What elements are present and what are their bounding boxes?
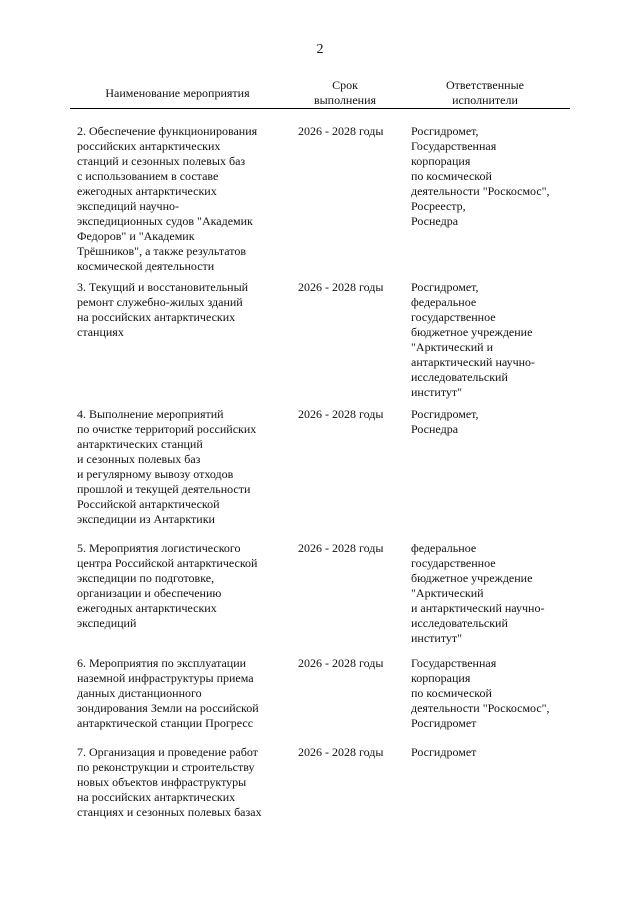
header-name <box>70 86 285 101</box>
event-name-line: 7. Организация и проведение работ <box>77 745 258 759</box>
header-responsible-line: исполнители <box>452 93 518 107</box>
event-name-line: антарктических станций <box>77 437 203 451</box>
event-name-line: прошлой и текущей деятельности <box>77 482 251 496</box>
event-responsible <box>411 656 571 731</box>
table-header <box>70 78 570 109</box>
event-name-line: организации и обеспечению <box>77 586 222 600</box>
event-responsible-line: институт" <box>411 385 463 399</box>
event-name-line: станциях <box>77 325 124 339</box>
event-responsible-line: и антарктический научно- <box>411 601 545 615</box>
event-term <box>298 124 398 139</box>
event-responsible-line: бюджетное учреждение <box>411 571 533 585</box>
event-term <box>298 407 398 422</box>
event-responsible-line: Росгидромет, <box>411 124 479 138</box>
event-term-line: 2026 - 2028 годы <box>298 541 384 555</box>
event-name-line: Российской антарктической <box>77 497 220 511</box>
event-name-line: наземной инфраструктуры приема <box>77 671 254 685</box>
event-responsible-line: исследовательский <box>411 370 508 384</box>
event-responsible-line: деятельности "Роскосмос", <box>411 184 550 198</box>
event-responsible-line: Росреестр, <box>411 199 466 213</box>
event-term <box>298 280 398 295</box>
event-responsible <box>411 745 571 760</box>
event-term <box>298 541 398 556</box>
event-responsible-line: корпорация <box>411 671 471 685</box>
event-name-line: с использованием в составе <box>77 169 219 183</box>
event-name-line: станциях и сезонных полевых базах <box>77 805 262 819</box>
event-name-line: 2. Обеспечение функционирования <box>77 124 258 138</box>
event-responsible-line: федеральное <box>411 541 477 555</box>
event-responsible-line: Государственная <box>411 656 497 670</box>
event-name-line: экспедиции из Антарктики <box>77 512 215 526</box>
event-responsible-line: корпорация <box>411 154 471 168</box>
event-responsible <box>411 541 571 646</box>
event-name-line: новых объектов инфраструктуры <box>77 775 247 789</box>
event-term-line: 2026 - 2028 годы <box>298 745 384 759</box>
event-responsible <box>411 280 571 400</box>
event-name-line: экспедиции по подготовке, <box>77 571 215 585</box>
event-responsible-line: федеральное <box>411 295 477 309</box>
event-term-line: 2026 - 2028 годы <box>298 656 384 670</box>
event-responsible-line: Росгидромет <box>411 745 477 759</box>
event-name-line: антарктической станции Прогресс <box>77 716 254 730</box>
event-name-line: ежегодных антарктических <box>77 601 217 615</box>
event-responsible-line: исследовательский <box>411 616 508 630</box>
event-term-line: 2026 - 2028 годы <box>298 280 384 294</box>
event-name-line: и сезонных полевых баз <box>77 452 201 466</box>
event-responsible-line: деятельности "Роскосмос", <box>411 701 550 715</box>
event-name-line: экспедиций <box>77 616 137 630</box>
header-term-line: выполнения <box>313 93 377 107</box>
event-responsible-line: Росгидромет, <box>411 407 479 421</box>
event-name <box>77 656 289 731</box>
event-responsible-line: государственное <box>411 310 496 324</box>
event-name <box>77 541 289 631</box>
event-name-line: на российских антарктических <box>77 790 236 804</box>
event-name <box>77 280 289 340</box>
header-term-line: Срок <box>332 78 358 92</box>
event-responsible-line: Роснедра <box>411 422 459 436</box>
event-name-line: 5. Мероприятия логистического <box>77 541 241 555</box>
event-responsible-line: Росгидромет <box>411 716 477 730</box>
event-responsible <box>411 407 571 437</box>
page-number: 2 <box>316 42 324 57</box>
event-responsible-line: антарктический научно- <box>411 355 536 369</box>
event-responsible <box>411 124 571 229</box>
event-responsible-line: Росгидромет, <box>411 280 479 294</box>
event-responsible-line: "Арктический <box>411 586 484 600</box>
event-responsible-line: бюджетное учреждение <box>411 325 533 339</box>
event-responsible-line: государственное <box>411 556 496 570</box>
event-name-line: на российских антарктических <box>77 310 236 324</box>
event-name-line: российских антарктических <box>77 139 221 153</box>
event-term <box>298 745 398 760</box>
event-name-line: ежегодных антарктических <box>77 184 217 198</box>
event-name-line: данных дистанционного <box>77 686 202 700</box>
event-term <box>298 656 398 671</box>
header-responsible-line: Ответственные <box>446 78 524 92</box>
event-name-line: зондирования Земли на российской <box>77 701 259 715</box>
event-responsible-line: "Арктический и <box>411 340 493 354</box>
header-responsible <box>405 78 565 108</box>
event-term-line: 2026 - 2028 годы <box>298 124 384 138</box>
event-name-line: Трёшников", а также результатов <box>77 244 246 258</box>
event-name-line: экспедиций научно- <box>77 199 179 213</box>
header-name-line: Наименование мероприятия <box>105 86 250 100</box>
event-name <box>77 124 289 274</box>
event-name-line: ремонт служебно-жилых зданий <box>77 295 243 309</box>
event-name <box>77 745 289 820</box>
event-responsible-line: Государственная <box>411 139 497 153</box>
event-name-line: станций и сезонных полевых баз <box>77 154 246 168</box>
event-name-line: Федоров" и "Академик <box>77 229 195 243</box>
event-name-line: и регулярному вывозу отходов <box>77 467 234 481</box>
event-name-line: космической деятельности <box>77 259 215 273</box>
event-name-line: 3. Текущий и восстановительный <box>77 280 249 294</box>
event-name-line: по реконструкции и строительству <box>77 760 255 774</box>
event-name-line: центра Российской антарктической <box>77 556 258 570</box>
event-responsible-line: по космической <box>411 686 492 700</box>
event-name <box>77 407 289 527</box>
event-term-line: 2026 - 2028 годы <box>298 407 384 421</box>
event-name-line: по очистке территорий российских <box>77 422 257 436</box>
header-term <box>295 78 395 108</box>
event-name-line: 6. Мероприятия по эксплуатации <box>77 656 247 670</box>
event-responsible-line: институт" <box>411 631 463 645</box>
event-responsible-line: по космической <box>411 169 492 183</box>
event-responsible-line: Роснедра <box>411 214 459 228</box>
event-name-line: 4. Выполнение мероприятий <box>77 407 224 421</box>
event-name-line: экспедиционных судов "Академик <box>77 214 253 228</box>
